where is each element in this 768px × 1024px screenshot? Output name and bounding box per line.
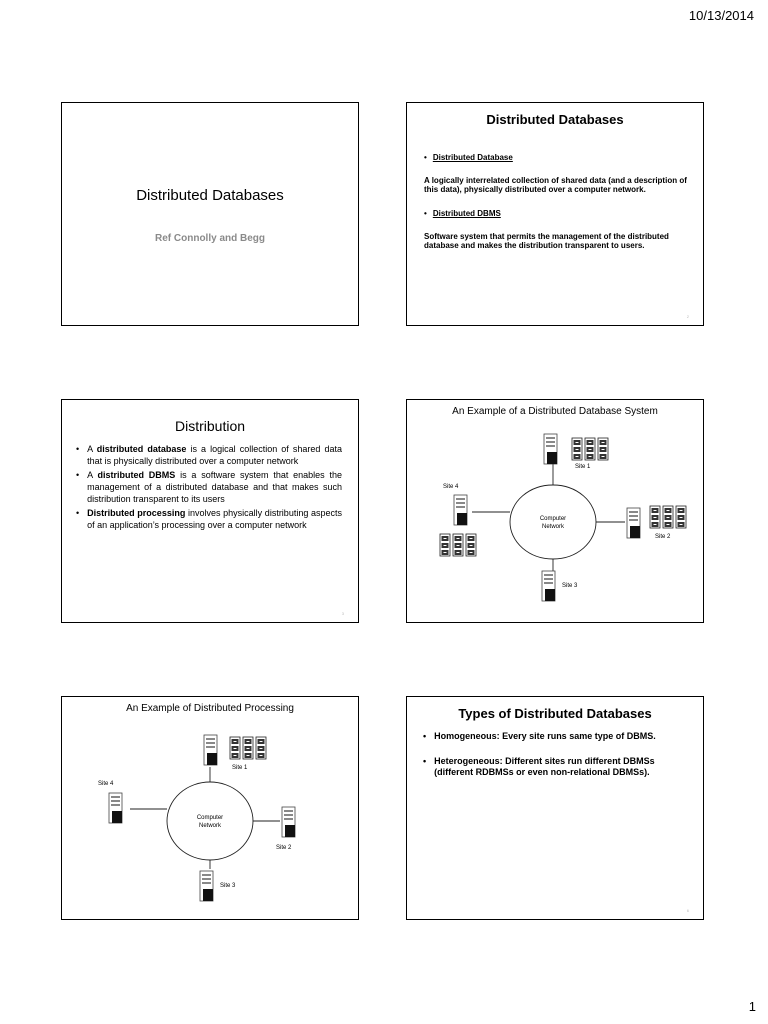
site-1-cabinet-icon bbox=[230, 737, 266, 759]
site-4-server-icon bbox=[109, 793, 122, 823]
slide-subtitle: Ref Connolly and Begg bbox=[155, 233, 265, 244]
slide-title: Distributed Databases bbox=[486, 112, 624, 127]
slide-title: Types of Distributed Databases bbox=[458, 706, 652, 721]
slide-number: 3 bbox=[341, 611, 344, 616]
site-1-server-icon bbox=[204, 735, 217, 765]
slide-6 bbox=[406, 696, 704, 920]
site-2-cabinet-icon bbox=[650, 506, 686, 528]
site-label: Site 1 bbox=[575, 464, 591, 470]
slide-title: An Example of a Distributed Database System bbox=[452, 406, 658, 417]
network-label: Network bbox=[198, 823, 222, 829]
slide-number: 6 bbox=[686, 908, 689, 913]
slide-title: An Example of Distributed Processing bbox=[126, 703, 294, 714]
site-4-cabinet-icon bbox=[440, 534, 476, 556]
bullet-icon: • bbox=[423, 756, 427, 767]
list-item: • Homogeneous: Every site runs same type of DBMS. bbox=[423, 731, 656, 741]
list-item: • A distributed database is a logical collection of shared data that is physically distributed over a computer network bbox=[76, 444, 342, 466]
site-1-server-icon bbox=[544, 434, 557, 464]
network-ellipse bbox=[510, 485, 596, 559]
bullet-icon: • bbox=[76, 444, 80, 454]
network-diagram bbox=[62, 697, 359, 920]
bullet-list bbox=[423, 731, 689, 777]
site-label: Site 2 bbox=[655, 534, 671, 540]
bullet-icon: • bbox=[423, 731, 427, 741]
slide-title: Distributed Databases bbox=[136, 187, 284, 204]
list-item: • Heterogeneous: Different sites run different DBMSs (different RDBMSs or even non-relational DBMSs). bbox=[423, 756, 655, 777]
bullet-icon: • bbox=[424, 153, 427, 162]
page-date: 10/13/2014 bbox=[688, 8, 754, 23]
slide-2 bbox=[406, 102, 704, 326]
slide-1 bbox=[61, 102, 359, 326]
slide-5 bbox=[61, 696, 359, 920]
site-3-server-icon bbox=[200, 871, 213, 901]
site-label: Site 3 bbox=[562, 583, 578, 589]
bullet-item bbox=[424, 209, 691, 218]
site-2-server-icon bbox=[627, 508, 640, 538]
slide-3 bbox=[61, 399, 359, 623]
network-label: Computer bbox=[196, 815, 224, 821]
site-label: Site 1 bbox=[232, 765, 248, 771]
slide-number: 2 bbox=[686, 314, 689, 319]
definition-text: A logically interrelated collection of shared data (and a description of this data), physically distributed over a computer network. bbox=[424, 176, 687, 195]
bullet-icon: • bbox=[424, 208, 427, 218]
site-label: Site 3 bbox=[220, 883, 236, 889]
network-label: Network bbox=[541, 524, 565, 530]
network-ellipse bbox=[167, 782, 253, 860]
bullet-icon: • bbox=[76, 508, 80, 519]
site-1-cabinet-icon bbox=[572, 438, 608, 460]
bullet-heading: Distributed DBMS bbox=[432, 208, 501, 218]
site-label: Site 2 bbox=[276, 845, 292, 851]
site-label: Site 4 bbox=[443, 484, 459, 490]
slide-body bbox=[424, 153, 691, 264]
bullet-list bbox=[76, 444, 342, 532]
list-item: • Distributed processing involves physically distributing aspects of an application’s processing over a computer network bbox=[76, 508, 342, 531]
site-3-server-icon bbox=[542, 571, 555, 601]
bullet-item bbox=[424, 153, 691, 162]
network-diagram bbox=[407, 400, 704, 623]
list-item: • A distributed DBMS is a software system that enables the management of a distributed database and that makes such distribution transparent to its users bbox=[76, 470, 342, 504]
page-number: 1 bbox=[748, 999, 756, 1014]
site-4-server-icon bbox=[454, 495, 467, 525]
slide-4 bbox=[406, 399, 704, 623]
site-2-server-icon bbox=[282, 807, 295, 837]
site-label: Site 4 bbox=[98, 781, 114, 787]
bullet-icon: • bbox=[76, 470, 80, 481]
network-label: Computer bbox=[539, 516, 567, 522]
bullet-heading: Distributed Database bbox=[432, 153, 513, 162]
definition-text: Software system that permits the management of the distributed database and makes the distribution transparent to users. bbox=[424, 231, 669, 250]
slide-title: Distribution bbox=[174, 418, 246, 434]
